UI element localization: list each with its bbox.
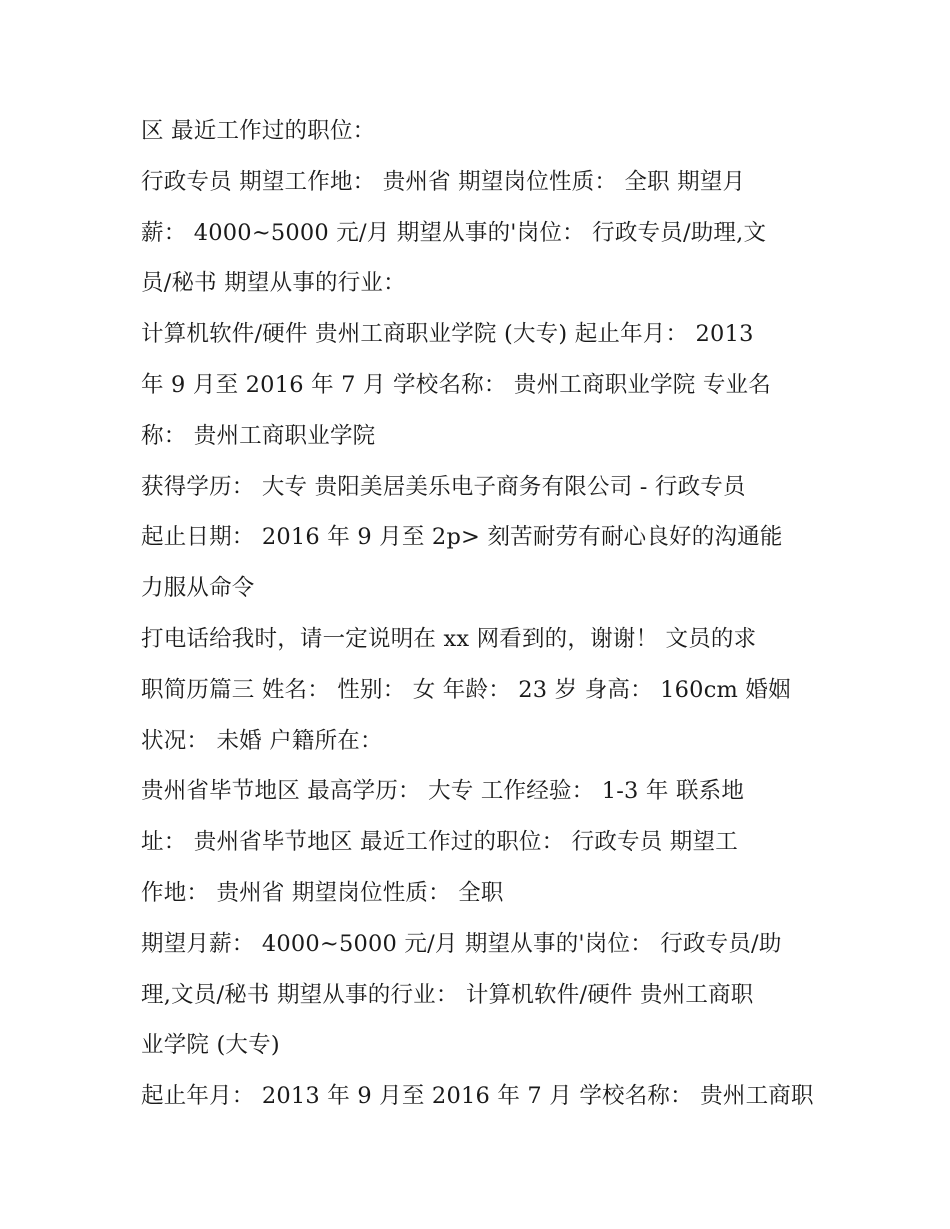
text-line: 贵州省毕节地区 最高学历： 大专 工作经验： 1-3 年 联系地 (141, 778, 745, 805)
text-line: 力服从命令 (141, 575, 255, 602)
text-line: 期望月薪： 4000~5000 元/月 期望从事的'岗位： 行政专员/助 (141, 930, 782, 957)
text-line: 员/秘书 期望从事的行业： (141, 270, 406, 297)
document-body (141, 106, 821, 1122)
text-line: 状况： 未婚 户籍所在： (141, 727, 383, 754)
text-line: 称： 贵州工商职业学院 (141, 422, 376, 449)
text-line: 职简历篇三 姓名： 性别： 女 年龄： 23 岁 身高： 160cm 婚姻 (141, 676, 791, 703)
text-line: 址： 贵州省毕节地区 最近工作过的职位： 行政专员 期望工 (141, 829, 738, 856)
text-line: 起止年月： 2013 年 9 月至 2016 年 7 月 学校名称： 贵州工商职 (141, 1083, 814, 1110)
text-line: 行政专员 期望工作地： 贵州省 期望岗位性质： 全职 期望月 (141, 168, 746, 195)
text-line: 年 9 月至 2016 年 7 月 学校名称： 贵州工商职业学院 专业名 (141, 371, 771, 398)
text-line: 起止日期： 2016 年 9 月至 2p> 刻苦耐劳有耐心良好的沟通能 (141, 524, 783, 551)
text-line: 打电话给我时，请一定说明在 xx 网看到的，谢谢！ 文员的求 (141, 625, 757, 652)
text-line: 理,文员/秘书 期望从事的行业： 计算机软件/硬件 贵州工商职 (141, 981, 754, 1008)
text-line: 获得学历： 大专 贵阳美居美乐电子商务有限公司 - 行政专员 (141, 473, 746, 500)
text-line: 计算机软件/硬件 贵州工商职业学院 (大专) 起止年月： 2013 (141, 321, 754, 348)
text-line: 薪： 4000~5000 元/月 期望从事的'岗位： 行政专员/助理,文 (141, 219, 767, 246)
text-line: 作地： 贵州省 期望岗位性质： 全职 (141, 879, 504, 906)
text-line: 业学院 (大专) (141, 1032, 280, 1059)
text-line: 区 最近工作过的职位： (141, 118, 376, 144)
